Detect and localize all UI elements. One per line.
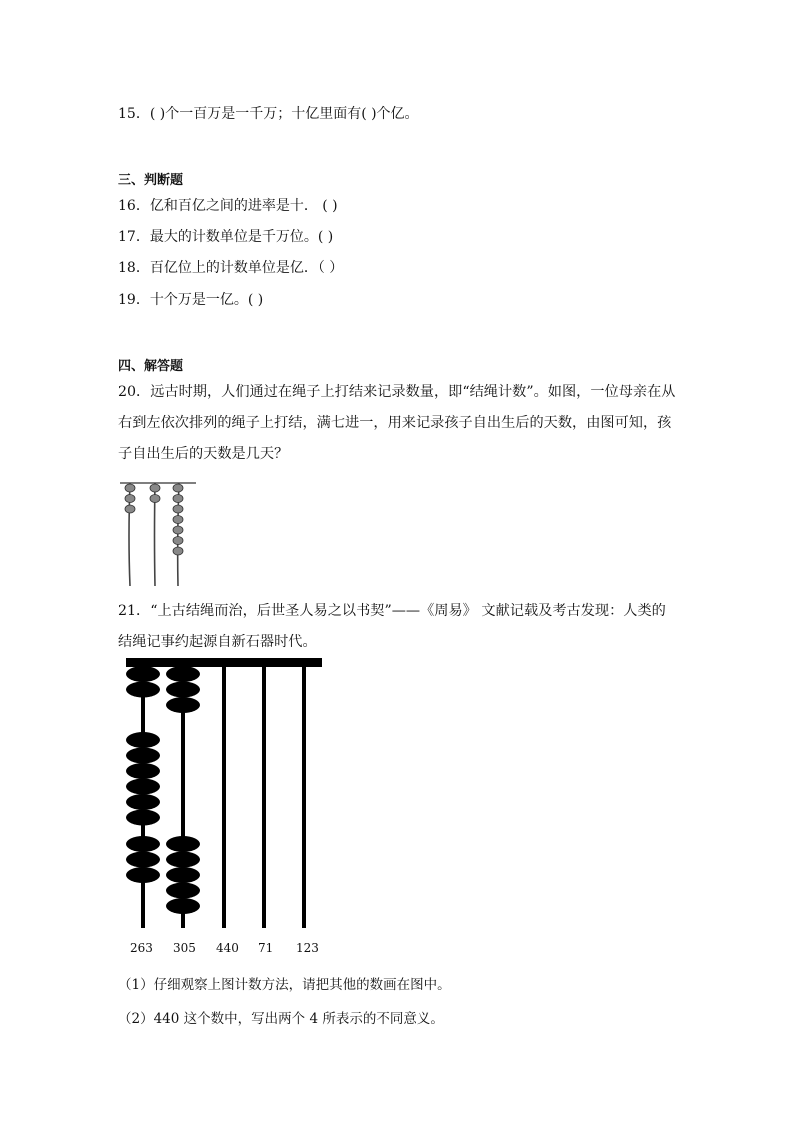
knot: [126, 810, 160, 826]
rope-label-1: 263: [130, 941, 153, 955]
knot: [126, 748, 160, 764]
rope-label-4: 71: [258, 941, 274, 955]
rope-top-bar: [126, 658, 322, 667]
knot: [173, 495, 183, 503]
knot: [173, 547, 183, 555]
knot: [173, 516, 183, 524]
knot: [125, 495, 135, 503]
knot: [173, 526, 183, 534]
rope-label-5: 123: [296, 941, 319, 955]
knot: [125, 505, 135, 513]
knot: [166, 666, 200, 682]
knot: [126, 763, 160, 779]
question-15: 15．( )个一百万是一千万；十亿里面有( )个亿。: [118, 106, 419, 122]
question-21-part-2: （2）440 这个数中，写出两个 4 所表示的不同意义。: [118, 1011, 444, 1027]
knot: [166, 836, 200, 852]
knot: [126, 682, 160, 698]
knot-rope-figure-large: [118, 656, 338, 931]
knot: [173, 505, 183, 513]
rope-3: [222, 666, 226, 928]
knot: [173, 484, 183, 492]
knot: [126, 666, 160, 682]
knot: [173, 537, 183, 545]
knot: [125, 484, 135, 492]
knot: [166, 883, 200, 899]
knot: [126, 779, 160, 795]
knot: [166, 867, 200, 883]
section-4-title: 四、解答题: [118, 359, 184, 374]
question-17: 17．最大的计数单位是千万位。( ): [118, 229, 334, 245]
knot: [166, 852, 200, 868]
knot: [166, 898, 200, 914]
question-21: 21．“上古结绳而治，后世圣人易之以书契”——《周易》 文献记载及考古发现：人类的结绳记事约起源自新石器时代。: [118, 603, 666, 650]
question-21-part-1: （1）仔细观察上图计数方法，请把其他的数画在图中。: [118, 977, 451, 993]
knot: [126, 867, 160, 883]
knot: [126, 836, 160, 852]
knot: [126, 732, 160, 748]
knot: [166, 697, 200, 713]
knot-rope-figure-small: [118, 478, 218, 588]
rope-label-3: 440: [216, 941, 239, 955]
knot: [150, 484, 160, 492]
question-20: 20．远古时期，人们通过在绳子上打结来记录数量，即“结绳计数”。如图，一位母亲在从右到左依次排列的绳子上打结，满七进一，用来记录孩子自出生后的天数，由图可知，孩子自出生后的天数是几天？: [118, 384, 676, 462]
knot: [150, 495, 160, 503]
rope-4: [262, 666, 266, 928]
question-19: 19．十个万是一亿。( ): [118, 292, 264, 308]
question-16: 16．亿和百亿之间的进率是十． ( ): [118, 198, 338, 214]
knot: [126, 794, 160, 810]
rope-label-2: 305: [173, 941, 196, 955]
rope-5: [302, 666, 306, 928]
section-3-title: 三、判断题: [118, 173, 184, 188]
question-18: 18．百亿位上的计数单位是亿．（ ）: [118, 260, 344, 276]
knot: [126, 852, 160, 868]
knot: [166, 682, 200, 698]
